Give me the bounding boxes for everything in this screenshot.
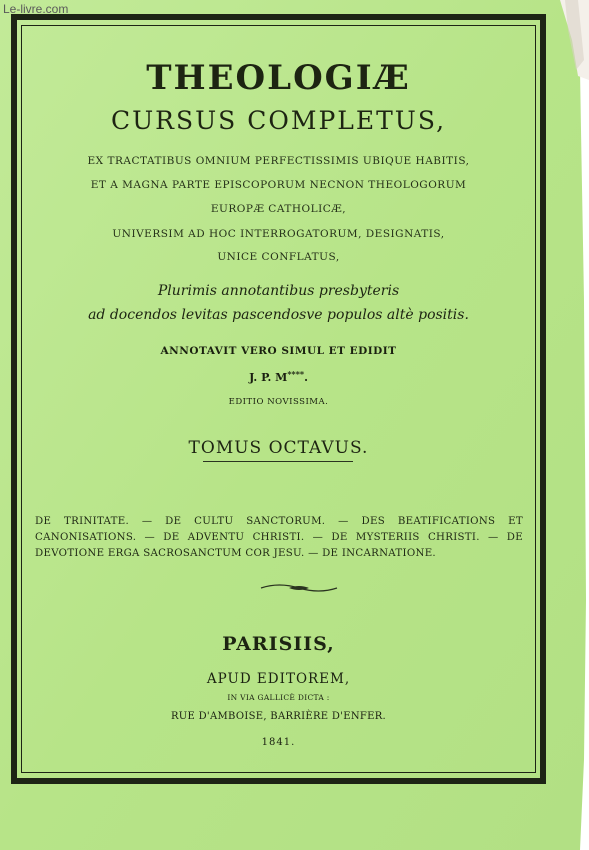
description-line: EUROPÆ CATHOLICÆ, — [210, 203, 347, 215]
ornament-divider — [259, 582, 339, 594]
book-subtitle: CURSUS COMPLETUS, — [110, 106, 447, 135]
publication-year: 1841. — [261, 737, 296, 748]
volume-title: TOMUS OCTAVUS. — [188, 438, 369, 458]
description-line: ET A MAGNA PARTE EPISCOPORUM NECNON THEOLOGORUM — [90, 179, 467, 191]
italic-line: ad docendos levitas pascendosve populos altè positis. — [88, 307, 469, 323]
publisher-line: APUD EDITOREM, — [206, 671, 351, 687]
annotavit-line: ANNOTAVIT VERO SIMUL ET EDIDIT — [160, 345, 397, 357]
title-page-content — [21, 25, 536, 773]
editor-asterisks: **** — [287, 369, 305, 379]
book-title: THEOLOGIÆ — [146, 58, 411, 98]
description-line: UNIVERSIM AD HOC INTERROGATORUM, DESIGNATIS, — [112, 228, 445, 240]
watermark-text: Le-livre.com — [3, 2, 69, 16]
edition-line: EDITIO NOVISSIMA. — [228, 397, 329, 407]
description-line: UNICE CONFLATUS, — [217, 251, 340, 263]
contents-list: DE TRINITATE. — DE CULTU SANCTORUM. — DES BEATIFICATIONS ET CANONISATIONS. — DE ADVENTU CHRISTI. — DE MYSTERIIS CHRISTI. — DE DEVOTIONE ERGA SACROSANCTUM COR JESU. — DE INCARNATIONE. — [35, 516, 523, 559]
place-of-publication: PARISIIS, — [222, 633, 335, 655]
volume-rule — [203, 461, 353, 462]
address-line: RUE D'AMBOISE, BARRIÈRE D'ENFER. — [170, 711, 387, 722]
description-line: EX TRACTATIBUS OMNIUM PERFECTISSIMIS UBIQUE HABITIS, — [87, 155, 470, 167]
italic-line: Plurimis annotantibus presbyteris — [157, 283, 400, 299]
editor-initials: J. P. M — [249, 371, 288, 384]
address-note: IN VIA GALLICÈ DICTA : — [227, 693, 330, 702]
editor-name: J. P. M****. — [249, 369, 308, 384]
